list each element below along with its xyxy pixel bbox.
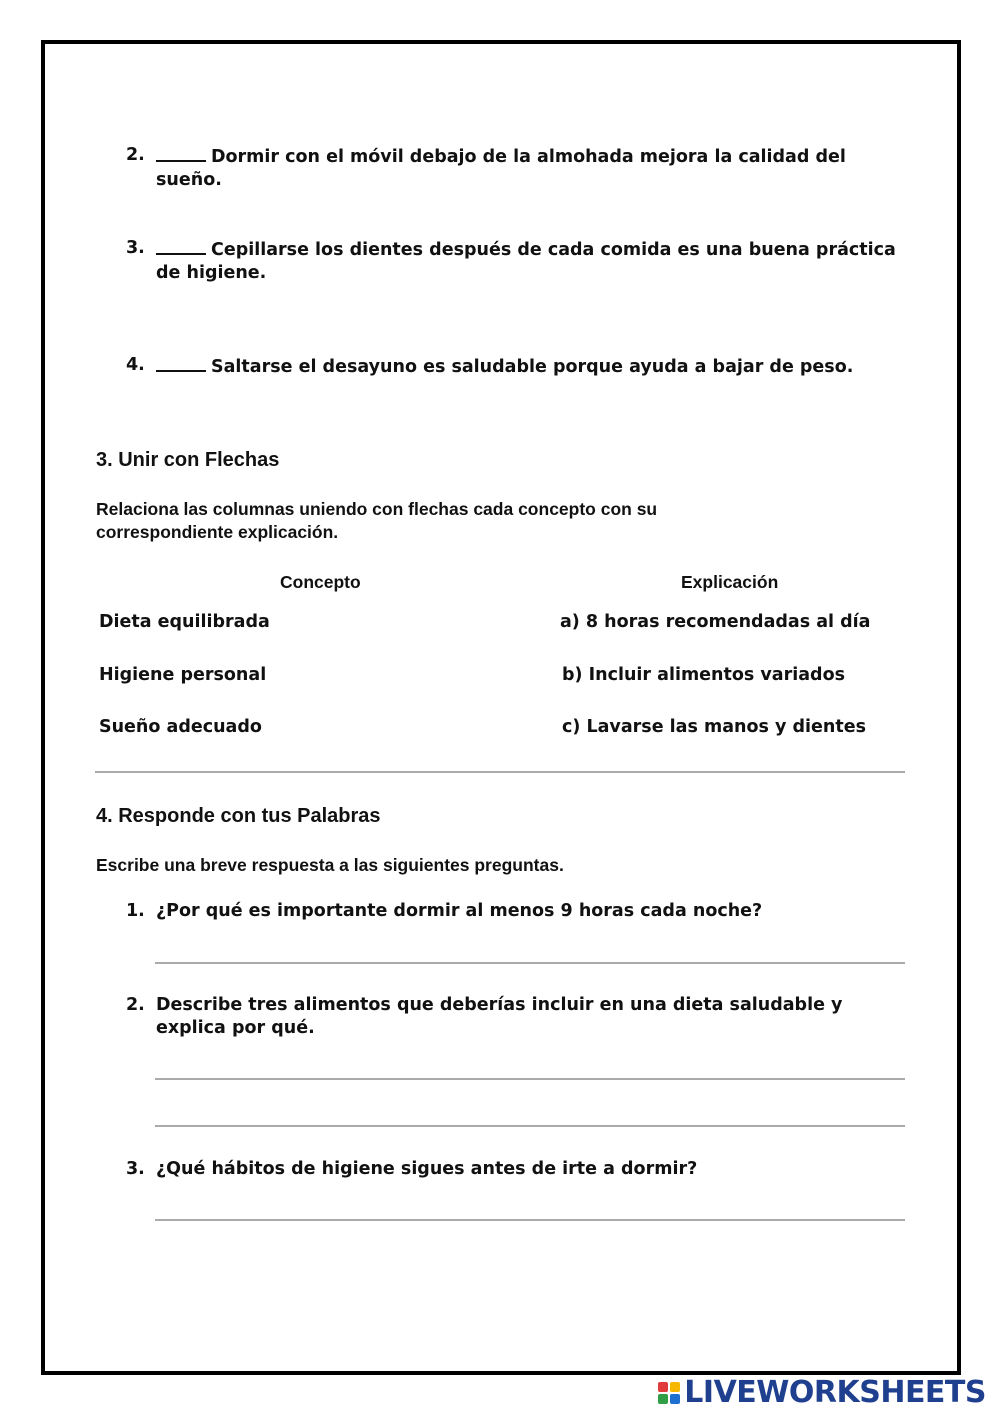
logo-square (670, 1382, 680, 1392)
logo-square (658, 1394, 668, 1404)
logo-square (658, 1382, 668, 1392)
logo-squares-icon (658, 1382, 680, 1404)
answer-blank[interactable] (156, 354, 206, 372)
section-4-instruction: Escribe una breve respuesta a las siguientes preguntas. (96, 855, 564, 875)
section-3-instruction: Relaciona las columnas uniendo con flechas cada concepto con su correspondiente explicación. (96, 499, 658, 542)
explanation-item[interactable]: a) 8 horas recomendadas al día (560, 612, 871, 632)
answer-line[interactable] (155, 1078, 905, 1080)
concept-item[interactable]: Dieta equilibrada (99, 612, 270, 632)
logo-text: LIVEWORKSHEETS (684, 1375, 986, 1410)
answer-line[interactable] (155, 962, 905, 964)
question-number: 1. (126, 901, 145, 921)
question-text: ¿Qué hábitos de higiene sigues antes de irte a dormir? (156, 1159, 698, 1179)
tf-item-number: 2. (126, 145, 145, 165)
section-divider (95, 771, 905, 773)
explanation-item[interactable]: c) Lavarse las manos y dientes (562, 717, 867, 737)
tf-item-number: 3. (126, 238, 145, 258)
answer-line[interactable] (155, 1219, 905, 1221)
answer-blank[interactable] (156, 144, 206, 162)
section-3-title: 3. Unir con Flechas (96, 449, 280, 471)
section-4-title: 4. Responde con tus Palabras (96, 805, 381, 827)
tf-item-number: 4. (126, 355, 145, 375)
tf-item-text: Dormir con el móvil debajo de la almohada mejora la calidad del sueño. (156, 147, 846, 190)
concept-item[interactable]: Higiene personal (99, 665, 267, 685)
answer-line[interactable] (155, 1125, 905, 1127)
question-text: ¿Por qué es importante dormir al menos 9 horas cada noche? (156, 901, 763, 921)
concept-item[interactable]: Sueño adecuado (99, 717, 262, 737)
question-number: 3. (126, 1159, 145, 1179)
answer-blank[interactable] (156, 237, 206, 255)
tf-item-text: Saltarse el desayuno es saludable porque ayuda a bajar de peso. (211, 357, 854, 377)
tf-item-text: Cepillarse los dientes después de cada comida es una buena práctica de higiene. (156, 240, 896, 283)
question-number: 2. (126, 995, 145, 1015)
liveworksheets-logo (658, 1375, 986, 1410)
column-header-concept: Concepto (280, 572, 361, 592)
explanation-item[interactable]: b) Incluir alimentos variados (562, 665, 846, 685)
column-header-explanation: Explicación (681, 572, 779, 592)
logo-square (670, 1394, 680, 1404)
question-text: Describe tres alimentos que deberías incluir en una dieta saludable y explica por qué. (156, 995, 843, 1038)
